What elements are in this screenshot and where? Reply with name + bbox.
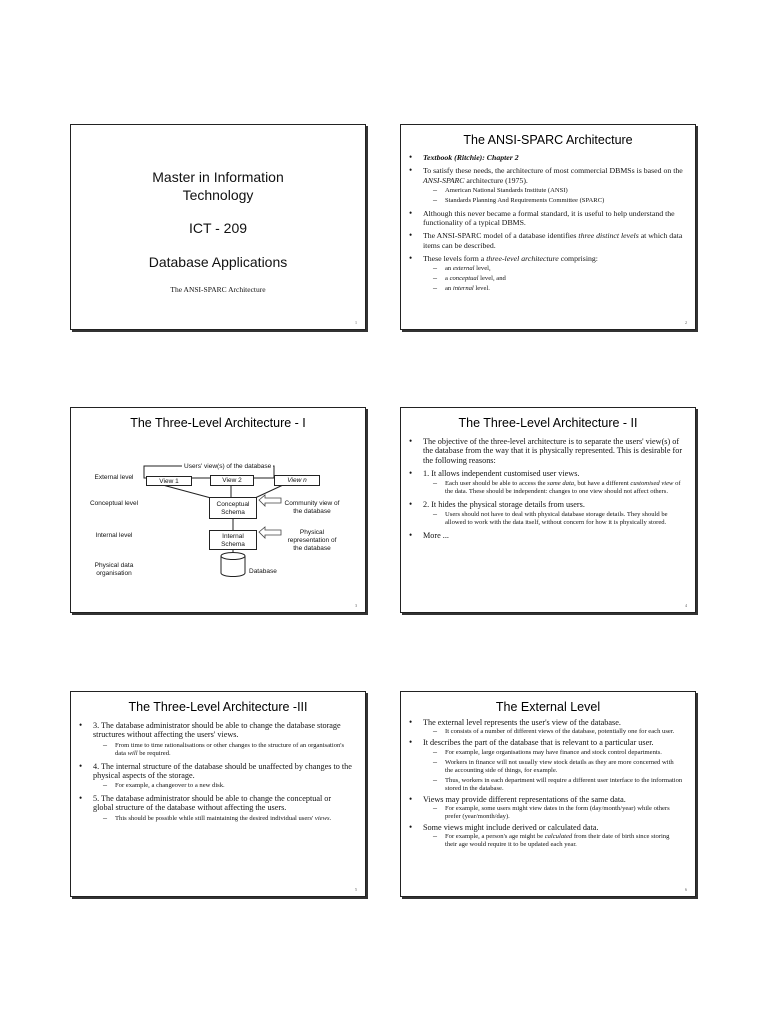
slide-3: [70, 407, 366, 613]
sub-bullet: – It consists of a number of different views of the database, potentially one for each user.: [433, 728, 683, 736]
sub-bullet: – a conceptual level, and: [433, 275, 683, 283]
sub-bullet: – Workers in finance will not usually view stock details as they are more concerned with the accounting side of things, for example.: [433, 759, 683, 775]
bullet: • Some views might include derived or calculated data. – For example, a person's age might be calculated from their date of birth since storing their age would require it to be updated each year.: [409, 823, 683, 849]
slide-1-subject: Database Applications: [148, 253, 288, 270]
bullet: • 3. The database administrator should be able to change the database storage structures without affecting the users' views. – From time to time rationalisations or other changes to the structure of an organisation's data will be required.: [79, 721, 353, 758]
sub-bullet: – For example, some users might view dates in the form (day/month/year) while others prefer (year/month/day).: [433, 805, 683, 821]
bullet: • More ...: [409, 531, 683, 540]
bullet: • The ANSI-SPARC model of a database identifies three distinct levels at which data items can be described.: [409, 231, 683, 250]
bullet: • It describes the part of the database that is relevant to a particular user. – For example, large organisations may have finance and stock control departments. – Workers in finance will not usually view stock details as they are more concerned with the accounting side of things, for example. – Thus, workers in each department will require a different user interface to the information stored in the database.: [409, 738, 683, 792]
slide-5: [70, 691, 366, 897]
bullet: • Although this never became a formal standard, it is useful to help understand the functionality of a typical DBMS.: [409, 209, 683, 228]
bullet: • The external level represents the user's view of the database. – It consists of a number of different views of the database, potentially one for each user.: [409, 718, 683, 736]
sub-bullet: – Thus, workers in each department will require a different user interface to the information stored in the database.: [433, 777, 683, 793]
slide-number: 3: [355, 603, 357, 608]
sub-bullet: – From time to time rationalisations or other changes to the structure of an organisation's data will be required.: [103, 742, 353, 758]
database-label: Database: [249, 568, 277, 575]
slide-1-course: ICT - 209: [188, 220, 248, 236]
slide-2: [400, 124, 696, 330]
slide-title: The Three-Level Architecture -III: [128, 700, 308, 714]
sub-bullet: – American National Standards Institute (ANSI): [433, 187, 683, 195]
slide-title: The Three-Level Architecture - II: [458, 416, 638, 430]
bullet: • These levels form a three-level architecture comprising: – an external level, – a conceptual level, and – an internal level.: [409, 254, 683, 293]
external-level-label: External level: [94, 474, 134, 481]
bullet: • 5. The database administrator should be able to change the conceptual or global structure of the database without affecting the users. – This should be possible while still maintaining the desired individual users' views.: [79, 794, 353, 823]
sub-bullet: – For example, large organisations may have finance and stock control departments.: [433, 749, 683, 757]
bullet: • Views may provide different representations of the same data. – For example, some users might view dates in the form (day/month/year) while others prefer (year/month/day).: [409, 795, 683, 821]
slide-4: [400, 407, 696, 613]
sub-bullet: – Users should not have to deal with physical database storage details. They should be allowed to work with the data itself, without concern for how it is physically stored.: [433, 511, 683, 527]
sub-bullet: – an internal level.: [433, 285, 683, 293]
sub-bullet: – This should be possible while still maintaining the desired individual users' views.: [103, 815, 353, 823]
bullet: • 1. It allows independent customised user views. – Each user should be able to access the same data, but have a different customised view of the data. These should be independent: changes to one view should not affect others.: [409, 469, 683, 496]
sub-bullet: – For example, a changeover to a new disk.: [103, 782, 353, 790]
view-2-box: View 2: [210, 475, 254, 486]
bullet: • 2. It hides the physical storage details from users. – Users should not have to deal with physical database storage details. They should be allowed to work with the data itself, without concern for how it is physically stored.: [409, 500, 683, 527]
view-n-box: View n: [274, 475, 320, 486]
slide-number: 4: [685, 603, 687, 608]
slide-number: 2: [685, 320, 687, 325]
sub-bullet: – Standards Planning And Requirements Committee (SPARC): [433, 197, 683, 205]
physical-representation-label: Physical representation of the database: [287, 529, 337, 552]
bullet: • Textbook (Ritchie): Chapter 2: [409, 153, 683, 162]
conceptual-level-label: Conceptual level: [89, 500, 139, 507]
slide-1: [70, 124, 366, 330]
slide-1-subtitle: The ANSI-SPARC Architecture: [170, 285, 266, 294]
bullet: • To satisfy these needs, the architecture of most commercial DBMSs is based on the ANSI-SPARC architecture (1975). – American National Standards Institute (ANSI) – Standards Planning And Requirements Committee (SPARC): [409, 166, 683, 205]
slide-1-title-line2: Technology: [182, 186, 254, 203]
slide-number: 1: [355, 320, 357, 325]
slide-title: The ANSI-SPARC Architecture: [463, 133, 633, 147]
bullet: • The objective of the three-level architecture is to separate the users' view(s) of the database from the way that it is physically represented. This is desirable for the following reasons:: [409, 437, 683, 465]
internal-schema-box: Internal Schema: [209, 530, 257, 550]
users-view-label: Users' view(s) of the database: [184, 463, 272, 470]
slide-1-title-line1: Master in Information: [152, 169, 284, 185]
community-view-label: Community view of the database: [284, 500, 340, 515]
sub-bullet: – Each user should be able to access the same data, but have a different customised view of the data. These should be independent: changes to one view should not affect others.: [433, 480, 683, 496]
conceptual-schema-box: Conceptual Schema: [209, 497, 257, 519]
sub-bullet: – an external level,: [433, 265, 683, 273]
physical-data-label: Physical data organisation: [94, 562, 134, 577]
internal-level-label: Internal level: [95, 532, 133, 539]
slide-6: [400, 691, 696, 897]
slide-number: 6: [685, 887, 687, 892]
slide-title: The External Level: [495, 700, 601, 714]
view-1-box: View 1: [146, 476, 192, 486]
slide-number: 5: [355, 887, 357, 892]
sub-bullet: – For example, a person's age might be calculated from their date of birth since storing their age would require it to be updated each year.: [433, 833, 683, 849]
bullet: • 4. The internal structure of the database should be unaffected by changes to the physical aspects of the storage. – For example, a changeover to a new disk.: [79, 762, 353, 791]
slide-title: The Three-Level Architecture - I: [130, 416, 306, 430]
